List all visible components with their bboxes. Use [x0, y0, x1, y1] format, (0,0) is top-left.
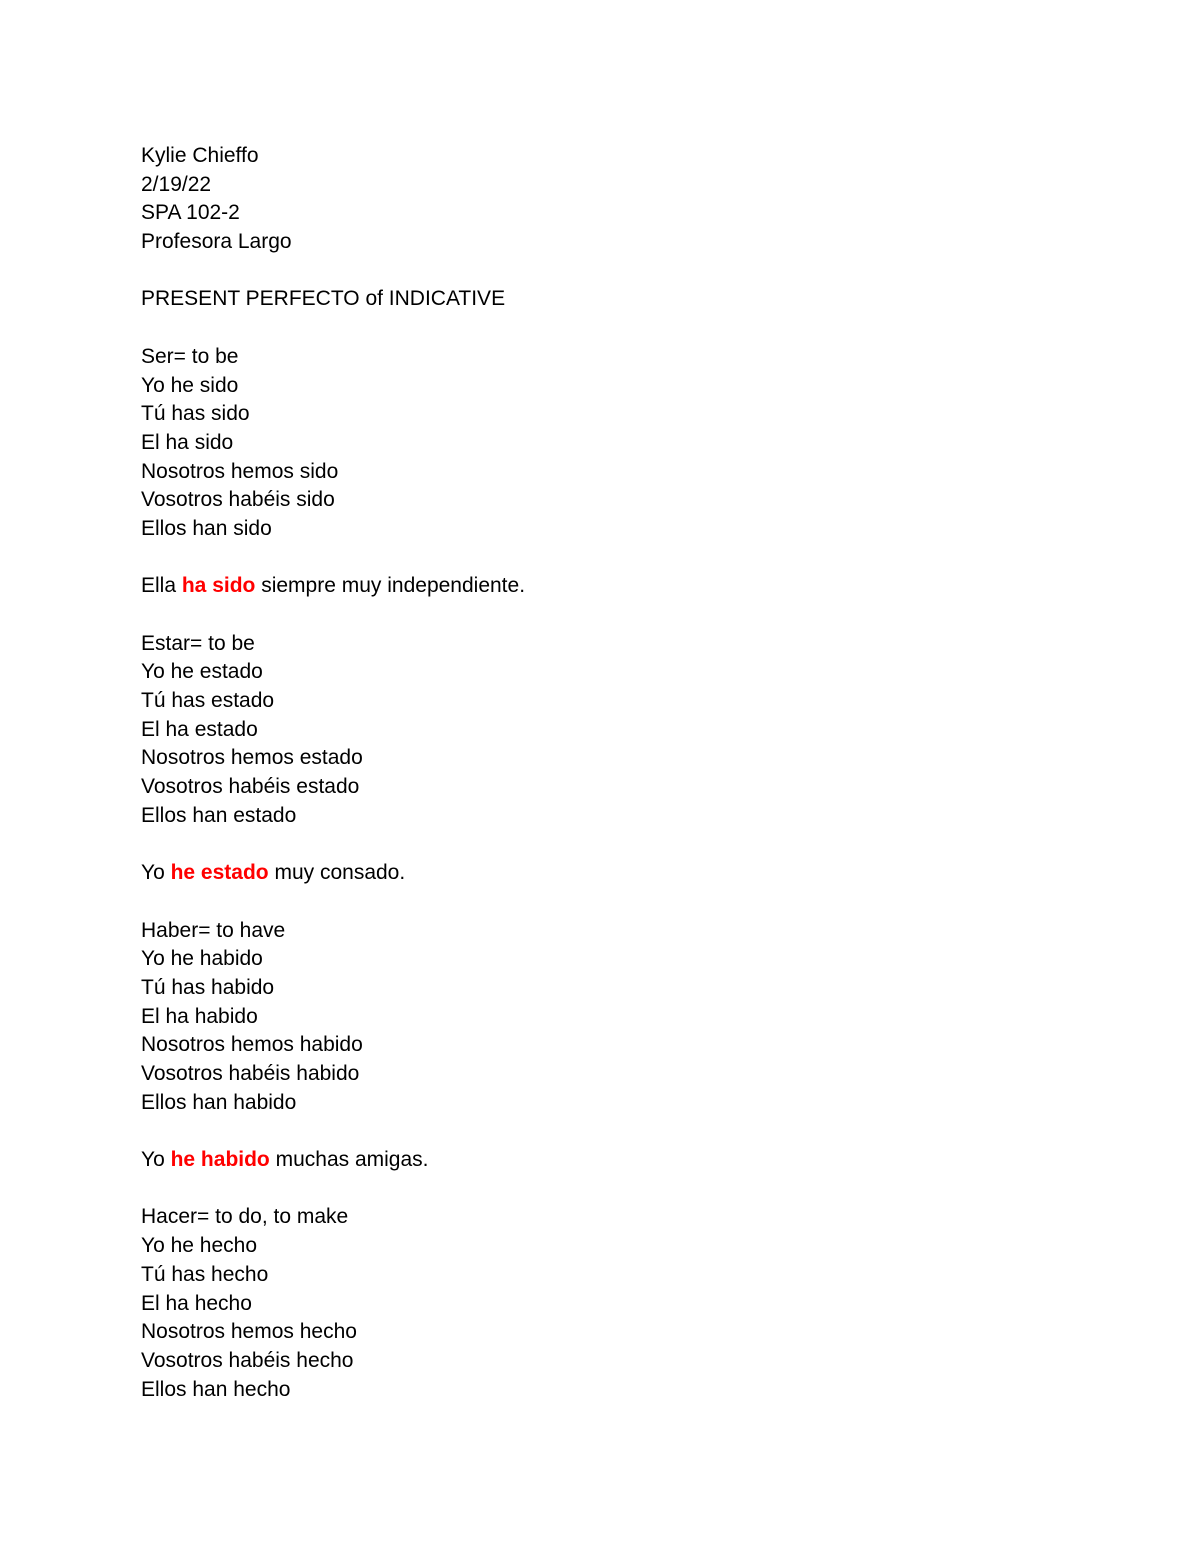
spacer — [141, 831, 525, 860]
conjugation-line: Vosotros habéis hecho — [141, 1348, 354, 1372]
conjugation-line: Vosotros habéis sido — [141, 488, 335, 512]
example-sentence-haber — [141, 1146, 525, 1175]
document-body — [141, 142, 525, 1404]
verb-heading-haber: Haber= to have — [141, 918, 286, 942]
conjugation-line: El ha habido — [141, 1004, 258, 1028]
professor: Profesora Largo — [141, 230, 292, 254]
example-sentence-estar — [141, 859, 525, 888]
example-highlight: ha sido — [181, 574, 256, 598]
conjugation-line: Yo he sido — [141, 373, 239, 397]
conjugation-line: Ellos han sido — [141, 516, 272, 540]
conjugation-line: Nosotros hemos habido — [141, 1033, 363, 1057]
conjugation-line: Ellos han hecho — [141, 1377, 291, 1401]
conjugation-line: El ha sido — [141, 430, 234, 454]
conjugation-line: Vosotros habéis habido — [141, 1062, 360, 1085]
spacer — [141, 544, 525, 573]
verb-heading-ser: Ser= to be — [141, 344, 239, 368]
date: 2/19/22 — [141, 172, 212, 196]
verb-heading-estar: Estar= to be — [141, 631, 255, 655]
example-text: siempre muy independiente. — [255, 574, 526, 598]
conjugation-line: Ellos han habido — [141, 1090, 297, 1114]
conjugation-line: Tú has sido — [141, 402, 250, 426]
spacer — [141, 1175, 525, 1204]
example-highlight: he habido — [170, 1148, 270, 1172]
conjugation-line: Vosotros habéis estado — [141, 775, 360, 799]
example-text: Yo — [141, 1148, 171, 1172]
conjugation-line: Ellos han estado — [141, 803, 297, 827]
spacer — [141, 1117, 525, 1146]
spacer — [141, 314, 525, 343]
conjugation-line: El ha hecho — [141, 1291, 252, 1315]
conjugation-line: Yo he habido — [141, 947, 263, 971]
example-text: Yo — [141, 861, 171, 885]
spacer — [141, 257, 525, 286]
student-name: Kylie Chieffo — [141, 144, 259, 167]
example-sentence-ser — [141, 572, 525, 601]
verb-heading-hacer: Hacer= to do, to make — [141, 1205, 349, 1229]
course: SPA 102-2 — [141, 201, 240, 225]
conjugation-line: Tú has estado — [141, 689, 275, 713]
conjugation-line: Nosotros hemos sido — [141, 459, 339, 483]
conjugation-line: Tú has habido — [141, 975, 275, 999]
example-text: muy consado. — [268, 861, 406, 885]
conjugation-line: El ha estado — [141, 717, 258, 741]
conjugation-line: Tú has hecho — [141, 1262, 269, 1286]
example-text: muchas amigas. — [269, 1148, 429, 1172]
example-highlight: he estado — [170, 861, 269, 885]
document-title: PRESENT PERFECTO of INDICATIVE — [141, 287, 506, 311]
conjugation-line: Yo he hecho — [141, 1234, 258, 1258]
example-text: Ella — [141, 574, 182, 598]
conjugation-line: Nosotros hemos estado — [141, 746, 363, 770]
conjugation-line: Nosotros hemos hecho — [141, 1320, 357, 1344]
spacer — [141, 601, 525, 630]
spacer — [141, 888, 525, 917]
conjugation-line: Yo he estado — [141, 660, 263, 684]
